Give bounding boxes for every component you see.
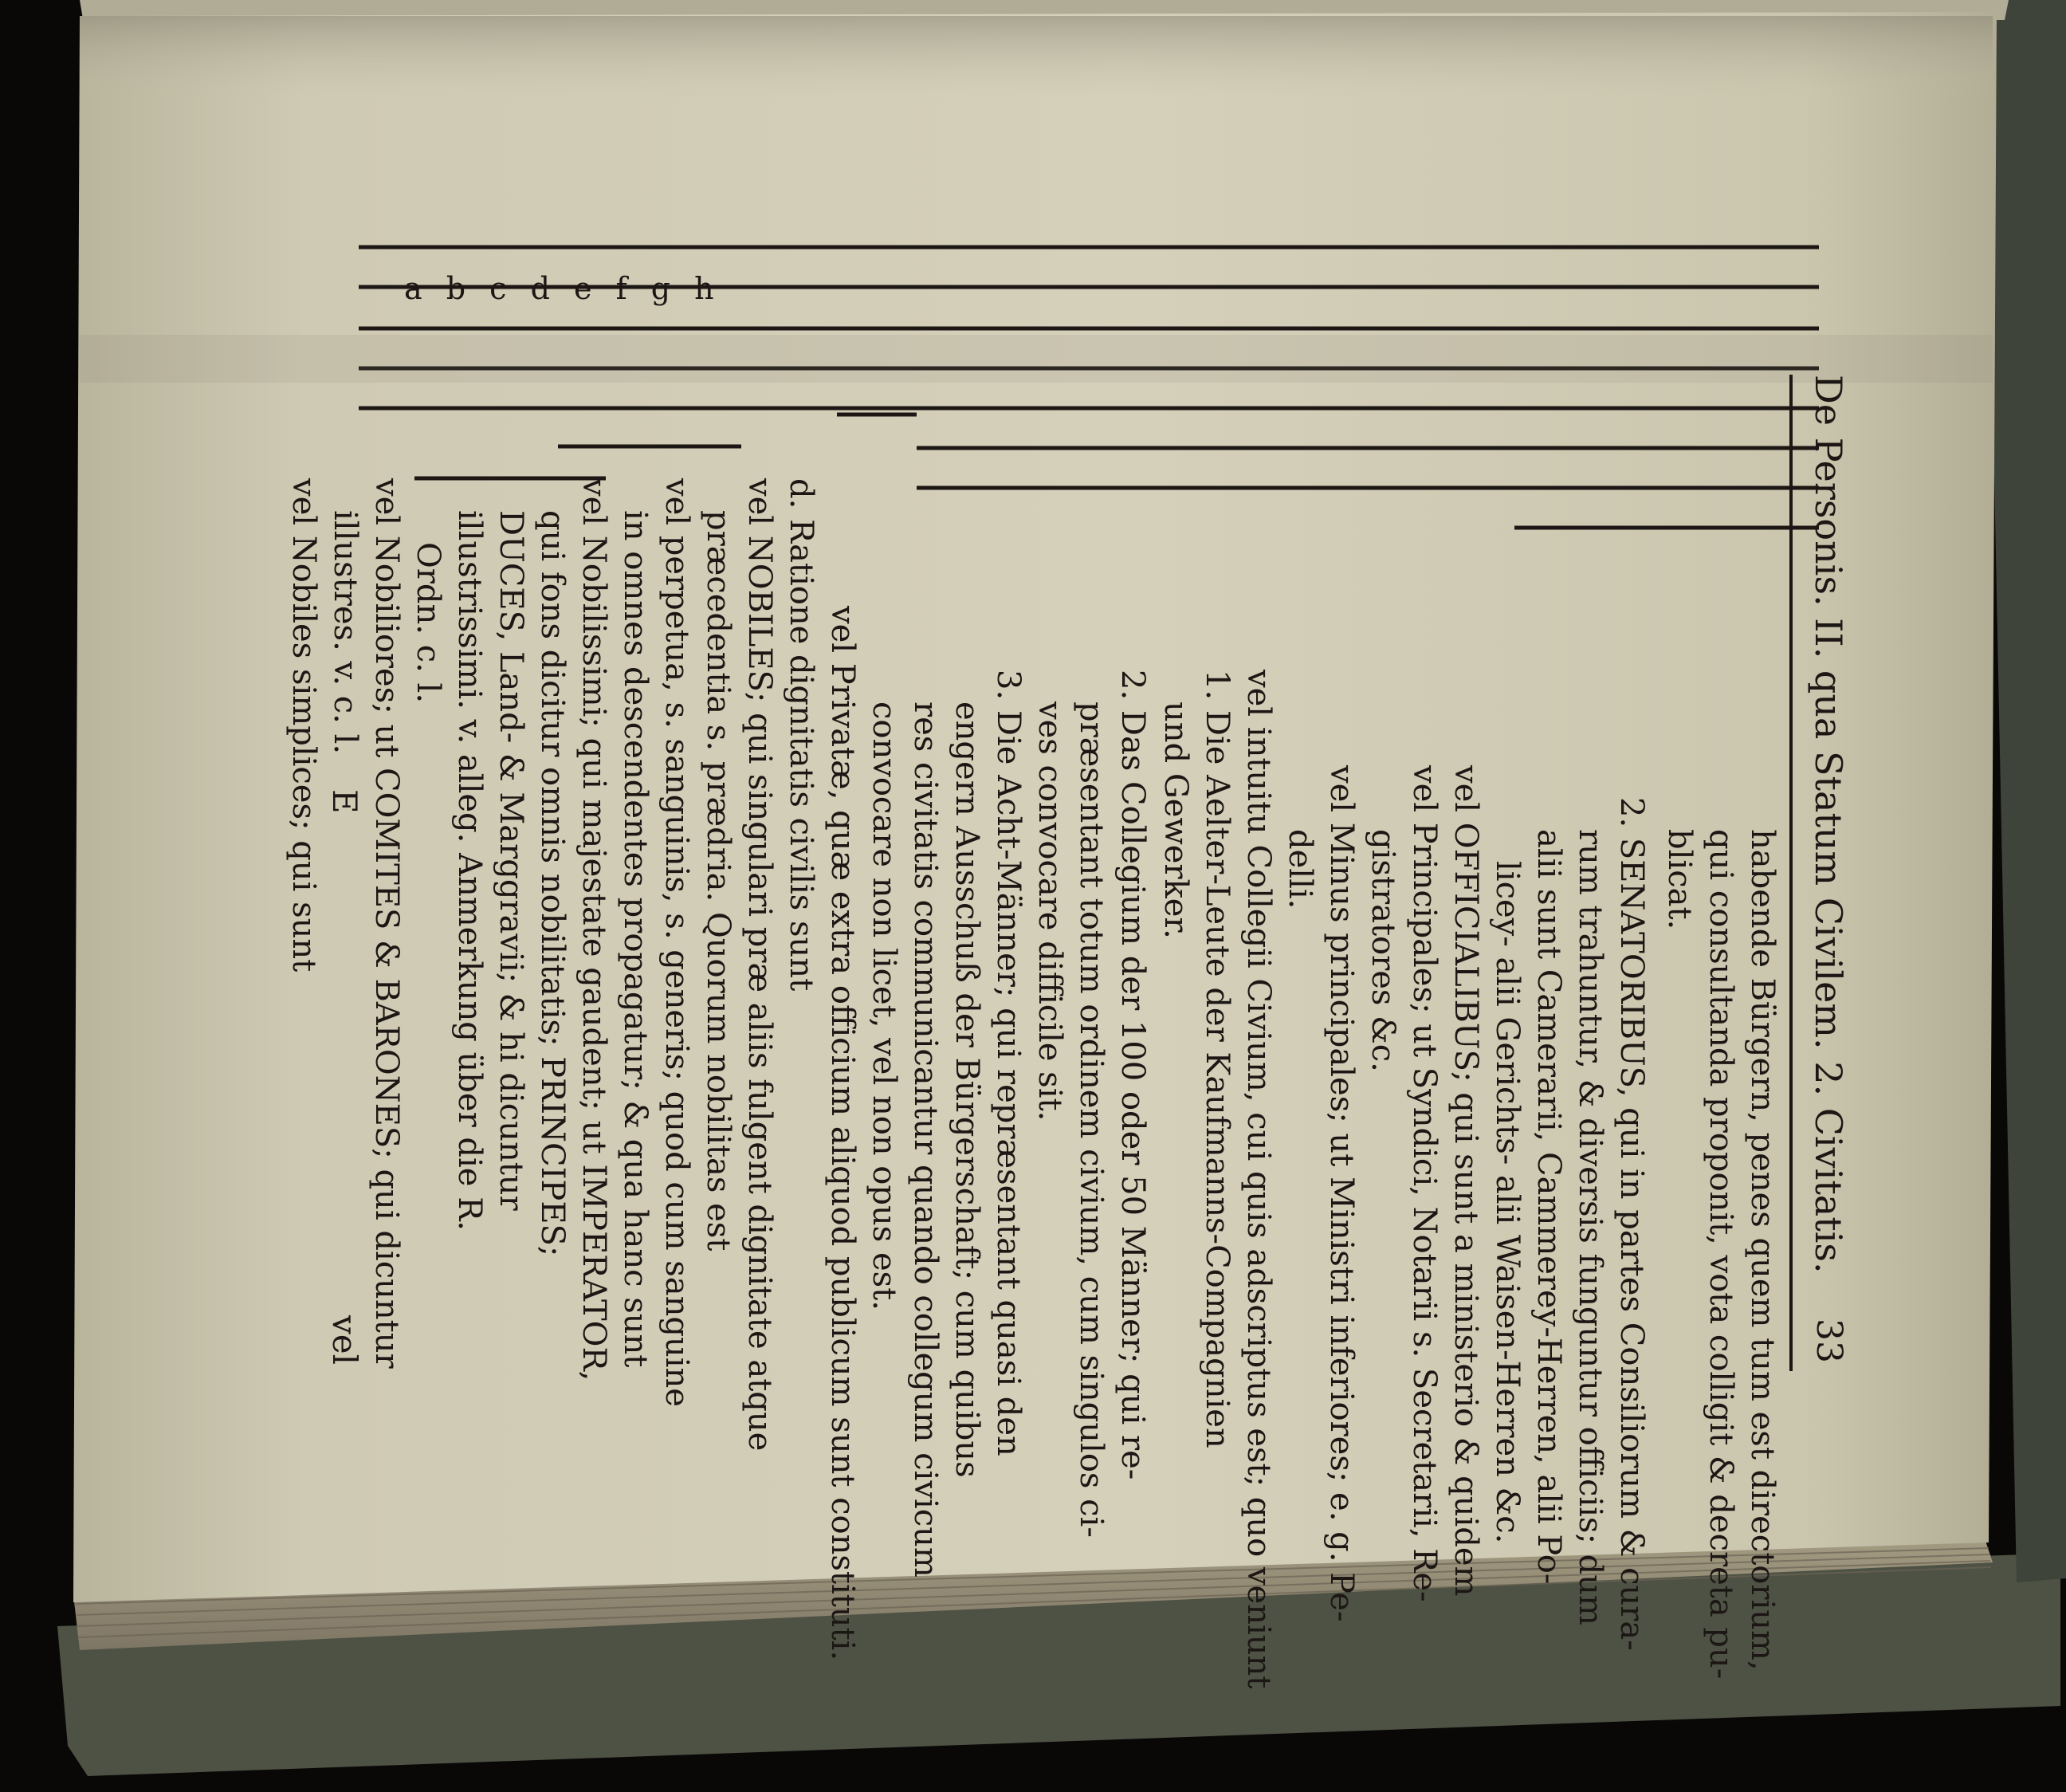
text-line: 1. Die Aelter-Leute der Kaufmanns-Compagnien (1199, 670, 1235, 1448)
book-page (285, 271, 1855, 1689)
text-line: licey- alii Gerichts- alii Waisen-Herren &c. (1489, 861, 1526, 1544)
bracket-letters-top (404, 271, 729, 306)
text-line: vel OFFICIALIBUS; qui sunt a ministerio & quidem (1447, 765, 1484, 1597)
text-line: alii sunt Camerarii, Cammerey-Herren, alii Po- (1530, 829, 1567, 1585)
text-line: vel intuitu Collegii Civium, cui quis adscriptus est; quo veniunt (1240, 670, 1277, 1689)
bracket-letter: c (489, 271, 507, 306)
text-line: vel Principales; ut Syndici, Notarii s. Secretarii, Re- (1406, 765, 1443, 1602)
running-title: De Personis. II. qua Statum Civilem. 2. Civitatis. (1807, 375, 1850, 1274)
text-line: gistratores &c. (1365, 829, 1401, 1072)
text-line: illustrissimi. v. alleg. Anmerkung über die R. (451, 510, 488, 1232)
text-line: delli. (1282, 829, 1318, 910)
text-line: res civitatis communicantur quando collegum civicum (907, 701, 944, 1578)
bracket-letter: b (446, 271, 466, 306)
text-line: vel Minus principales; ut Ministri inferiores; e. g. Pe- (1323, 765, 1360, 1622)
text-line: vel Privatæ, quæ extra officium aliquod publicum sunt constituti. (824, 606, 861, 1661)
text-line: rum trahuntur, & diversis funguntur officiis; dum (1572, 829, 1608, 1625)
bracket-letter: g (650, 271, 671, 306)
text-line: convocare non licet, vel non opus est. (866, 701, 902, 1311)
bracket-letter: e (573, 271, 592, 306)
page-number: 33 (1809, 1318, 1849, 1363)
text-line: DUCES, Land- & Marggravii; & hi dicuntur (493, 510, 529, 1211)
text-line: Ordn. c. l. (410, 542, 446, 704)
text-line: 2. Das Collegium der 100 oder 50 Männer; qui re- (1114, 670, 1151, 1480)
text-line: vel Nobilissimi; qui majestate gaudent; ut IMPERATOR, (575, 478, 612, 1381)
text-line: engern Ausschuß der Bürgerschaft; cum quibus (949, 701, 985, 1478)
bracket-letter: f (615, 271, 627, 306)
text-line: und Gewerker. (1157, 701, 1194, 939)
text-line: 3. Die Acht-Männer; qui repræsentant quasi den (990, 670, 1027, 1456)
bracket-letter: d (530, 271, 550, 306)
bracket-letter: a (404, 271, 422, 306)
catchword: vel (325, 1315, 364, 1366)
text-line: qui fons dicitur omnis nobilitatis; PRINCIPES; (534, 510, 571, 1257)
text-line: præsentant totum ordinem civium, cum singulos ci- (1073, 701, 1110, 1538)
text-line: vel NOBILES; qui singulari præ aliis fulgent dignitate atque (741, 478, 778, 1452)
text-line: vel perpetua, s. sanguinis, s. generis; quod cum sanguine (658, 478, 695, 1407)
text-line: 2. SENATORIBUS, qui in partes Consiliorum & cura- (1613, 797, 1650, 1651)
text-line: in omnes descendentes propagatur; & qua hanc sunt (617, 510, 654, 1368)
text-line: qui consultanda proponit, vota colligit & decreta pu- (1703, 829, 1739, 1680)
text-line: vel Nobiles simplices; qui sunt (285, 478, 322, 973)
text-line: d. Ratione dignitatis civilis sunt (783, 478, 819, 992)
header-rule (1789, 375, 1793, 1371)
text-line: habende Bürgern, penes quem tum est directorium, (1744, 829, 1781, 1671)
text-line: præcedentia s. prædria. Quorum nobilitas est (700, 510, 736, 1252)
running-header (1802, 375, 1855, 1363)
bracket-letter: h (694, 271, 714, 306)
text-line: illustres. v. c. l. (327, 510, 363, 755)
text-line: ves convocare difficile sit. (1031, 701, 1068, 1122)
signature-mark: E (325, 789, 364, 814)
text-line: blicat. (1661, 829, 1698, 930)
text-line: vel Nobiliores; ut COMITES & BARONES; qui dicuntur (368, 478, 405, 1369)
